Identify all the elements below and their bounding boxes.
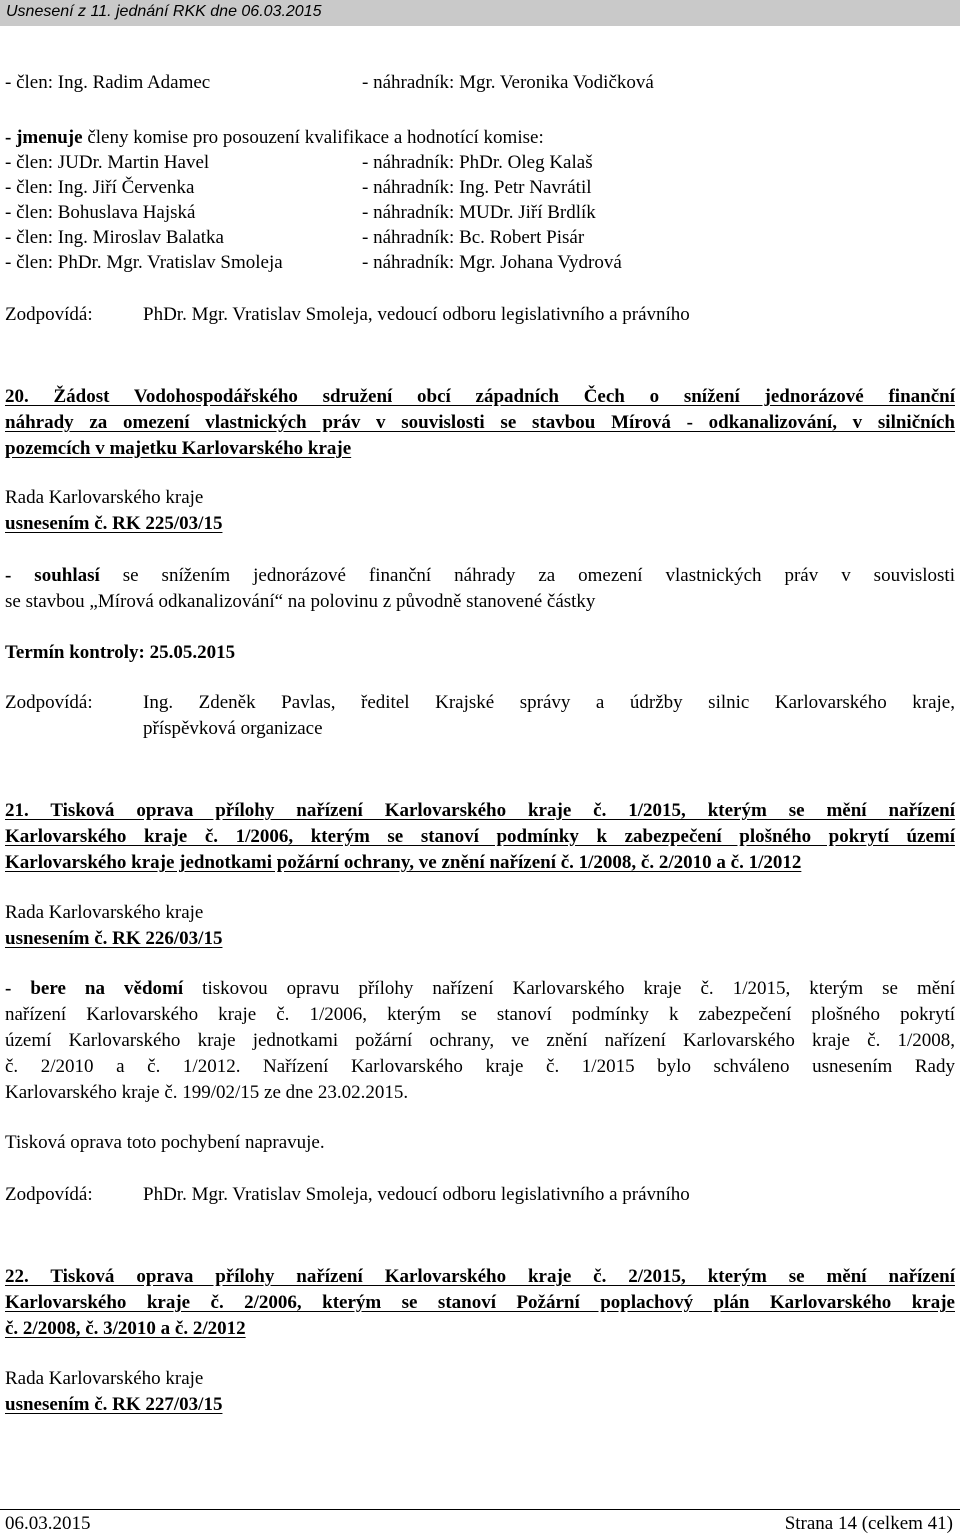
responsible-person: PhDr. Mgr. Vratislav Smoleja, vedoucí odboru legislativního a právního [143, 1184, 690, 1205]
footer-page-number: Strana 14 (celkem 41) [784, 1513, 953, 1534]
responsible-label: Zodpovídá: [5, 692, 93, 713]
footer-divider [0, 1509, 960, 1510]
substitute-line: - náhradník: PhDr. Oleg Kalaš [362, 152, 593, 173]
decision-line: nařízení Karlovarského kraje č. 1/2006, kterým se stanoví podmínky k zabezpečení plošného pokrytí [5, 1004, 955, 1025]
decision-verb: - bere na vědomí [5, 978, 184, 999]
decision-line [5, 563, 955, 589]
decision-line: se stavbou „Mírová odkanalizování“ na polovinu z původně stanovené částky [5, 591, 596, 612]
substitute-line: - náhradník: MUDr. Jiří Brdlík [362, 202, 596, 223]
responsible-person: PhDr. Mgr. Vratislav Smoleja, vedoucí odboru legislativního a právního [143, 304, 690, 325]
decision-line: území Karlovarského kraje jednotkami požární ochrany, ve znění nařízení Karlovarského kraje č. 1/2008, [5, 1030, 955, 1051]
document-header [0, 0, 960, 26]
commission-intro [5, 125, 544, 151]
item-22-title-line: č. 2/2008, č. 3/2010 a č. 2/2012 [5, 1318, 246, 1339]
decision-text: tiskovou opravu přílohy nařízení Karlovarského kraje č. 1/2015, kterým se mění [183, 978, 955, 999]
header-title: Usnesení z 11. jednání RKK dne 06.03.2015 [6, 3, 322, 20]
member-line: - člen: Bohuslava Hajská [5, 202, 196, 223]
item-21-title-line: Karlovarského kraje jednotkami požární ochrany, ve znění nařízení č. 1/2008, č. 2/2010 a č. 1/2012 [5, 852, 802, 873]
responsible-person: Ing. Zdeněk Pavlas, ředitel Krajské správy a údržby silnic Karlovarského kraje, [143, 692, 955, 713]
commission-verb: - jmenuje [5, 127, 83, 148]
item-20-title-line: 20. Žádost Vodohospodářského sdružení obcí západních Čech o snížení jednorázové finanční [5, 386, 955, 407]
deadline: Termín kontroly: 25.05.2015 [5, 642, 236, 663]
item-22-title-line: 22. Tisková oprava přílohy nařízení Karlovarského kraje č. 2/2015, kterým se mění nařízení [5, 1266, 955, 1287]
member-line: - člen: Ing. Miroslav Balatka [5, 227, 224, 248]
council-name: Rada Karlovarského kraje [5, 1368, 204, 1389]
member-line: - člen: Ing. Jiří Červenka [5, 177, 195, 198]
decision-verb: - souhlasí [5, 565, 100, 586]
responsible-person-cont: příspěvková organizace [143, 718, 323, 739]
substitute-line: - náhradník: Bc. Robert Pisár [362, 227, 585, 248]
decision-line: Karlovarského kraje č. 199/02/15 ze dne 23.02.2015. [5, 1082, 409, 1103]
substitute-line: - náhradník: Mgr. Johana Vydrová [362, 252, 622, 273]
item-21-title-line: 21. Tisková oprava přílohy nařízení Karlovarského kraje č. 1/2015, kterým se mění nařízení [5, 800, 955, 821]
council-name: Rada Karlovarského kraje [5, 487, 204, 508]
item-21-title-line: Karlovarského kraje č. 1/2006, kterým se stanoví podmínky k zabezpečení plošného pokrytí území [5, 826, 955, 847]
member-line: - člen: JUDr. Martin Havel [5, 152, 210, 173]
resolution-number: usnesením č. RK 226/03/15 [5, 928, 223, 949]
council-name: Rada Karlovarského kraje [5, 902, 204, 923]
decision-line [5, 976, 955, 1002]
substitute-line: - náhradník: Mgr. Veronika Vodičková [362, 72, 654, 93]
member-line: - člen: PhDr. Mgr. Vratislav Smoleja [5, 252, 283, 273]
member-line: - člen: Ing. Radim Adamec [5, 72, 211, 93]
item-22-title-line: Karlovarského kraje č. 2/2006, kterým se stanoví Požární poplachový plán Karlovarského kraje [5, 1292, 955, 1313]
correction-note: Tisková oprava toto pochybení napravuje. [5, 1132, 325, 1153]
decision-text: se snížením jednorázové finanční náhrady za omezení vlastnických práv v souvislosti [99, 565, 955, 586]
commission-intro-text: členy komise pro posouzení kvalifikace a hodnotící komise: [82, 127, 544, 148]
decision-line: č. 2/2010 a č. 1/2012. Nařízení Karlovarského kraje č. 1/2015 bylo schváleno usnesením Rady [5, 1056, 955, 1077]
responsible-label: Zodpovídá: [5, 304, 93, 325]
resolution-number: usnesením č. RK 225/03/15 [5, 513, 223, 534]
footer-date: 06.03.2015 [5, 1513, 91, 1534]
item-20-title-line: pozemcích v majetku Karlovarského kraje [5, 438, 352, 459]
responsible-label: Zodpovídá: [5, 1184, 93, 1205]
item-20-title-line: náhrady za omezení vlastnických práv v souvislosti se stavbou Mírová - odkanalizování, v silničních [5, 412, 955, 433]
substitute-line: - náhradník: Ing. Petr Navrátil [362, 177, 592, 198]
resolution-number: usnesením č. RK 227/03/15 [5, 1394, 223, 1415]
